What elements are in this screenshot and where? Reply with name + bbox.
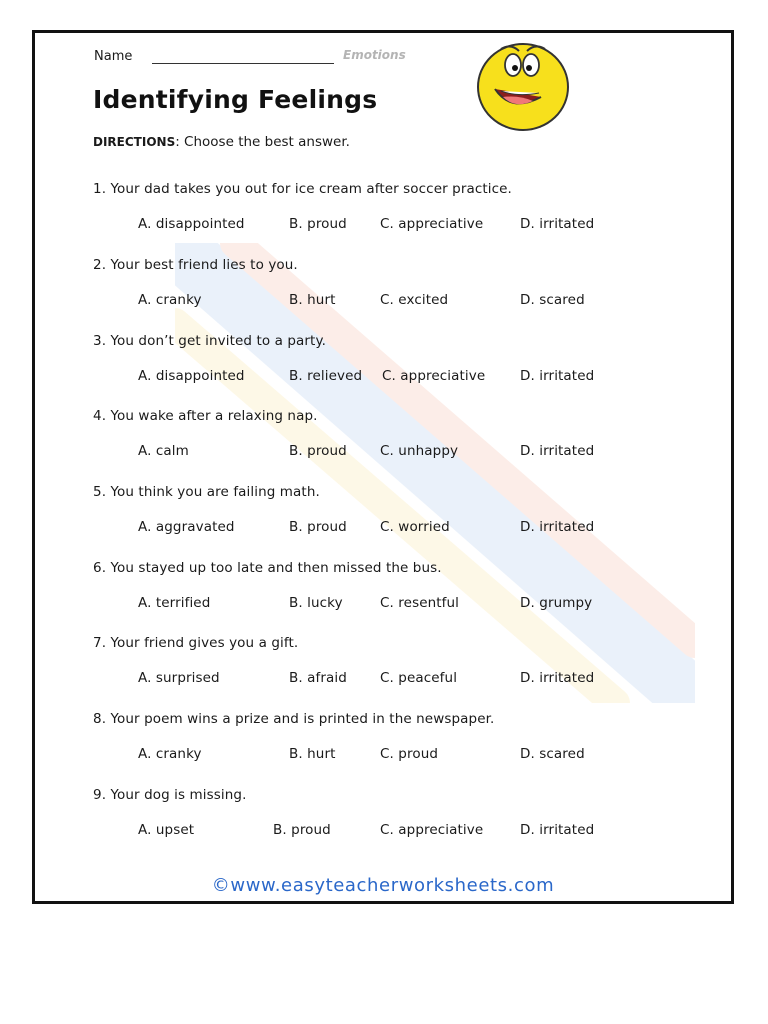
- name-row: [94, 47, 334, 64]
- choice-b: B. afraid: [289, 670, 347, 686]
- page-title: Identifying Feelings: [93, 85, 378, 114]
- question-prompt: 7. Your friend gives you a gift.: [93, 635, 299, 651]
- choice-b: B. relieved: [289, 368, 363, 384]
- choice-c: C. appreciative: [380, 822, 484, 838]
- choice-c: C. resentful: [380, 595, 460, 611]
- choice-d: D. irritated: [520, 670, 595, 686]
- name-label: Name: [94, 49, 133, 64]
- choice-d: D. irritated: [520, 368, 595, 384]
- choice-b: B. proud: [289, 216, 347, 232]
- question-prompt: 3. You don’t get invited to a party.: [93, 333, 327, 349]
- choice-c: C. appreciative: [382, 368, 486, 384]
- choice-c: C. worried: [380, 519, 450, 535]
- choice-c: C. appreciative: [380, 216, 484, 232]
- choice-a: A. cranky: [138, 746, 202, 762]
- question-prompt: 9. Your dog is missing.: [93, 787, 247, 803]
- directions-text: : Choose the best answer.: [175, 134, 350, 150]
- choice-c: C. unhappy: [380, 443, 459, 459]
- question-prompt: 4. You wake after a relaxing nap.: [93, 408, 318, 424]
- smiley-face-icon: [471, 37, 575, 133]
- choice-a: A. upset: [138, 822, 195, 838]
- choice-b: B. lucky: [289, 595, 343, 611]
- directions: [93, 134, 350, 150]
- choice-a: A. aggravated: [138, 519, 235, 535]
- choice-d: D. irritated: [520, 519, 595, 535]
- choice-b: B. proud: [289, 519, 347, 535]
- question-prompt: 8. Your poem wins a prize and is printed in the newspaper.: [93, 711, 495, 727]
- question-prompt: 2. Your best friend lies to you.: [93, 257, 298, 273]
- choice-a: A. surprised: [138, 670, 220, 686]
- question-prompt: 5. You think you are failing math.: [93, 484, 320, 500]
- choice-b: B. proud: [289, 443, 347, 459]
- footer-website: ©www.easyteacherworksheets.com: [211, 875, 555, 896]
- choice-b: B. hurt: [289, 746, 336, 762]
- choice-a: A. disappointed: [138, 216, 245, 232]
- question-prompt: 6. You stayed up too late and then missed the bus.: [93, 560, 442, 576]
- watermark-graphic: [175, 243, 695, 703]
- choice-b: B. hurt: [289, 292, 336, 308]
- choice-a: A. cranky: [138, 292, 202, 308]
- choice-b: B. proud: [273, 822, 331, 838]
- choice-d: D. grumpy: [520, 595, 593, 611]
- subject-label: Emotions: [343, 48, 406, 62]
- choice-d: D. scared: [520, 292, 585, 308]
- choice-d: D. irritated: [520, 443, 595, 459]
- choice-a: A. disappointed: [138, 368, 245, 384]
- choice-a: A. terrified: [138, 595, 211, 611]
- choice-c: C. peaceful: [380, 670, 458, 686]
- directions-label: DIRECTIONS: [93, 135, 176, 149]
- worksheet-frame: [32, 30, 734, 904]
- choice-d: D. scared: [520, 746, 585, 762]
- question-prompt: 1. Your dad takes you out for ice cream after soccer practice.: [93, 181, 512, 197]
- name-blank-line: [152, 47, 334, 64]
- choice-d: D. irritated: [520, 216, 595, 232]
- choice-c: C. proud: [380, 746, 439, 762]
- choice-c: C. excited: [380, 292, 449, 308]
- choice-a: A. calm: [138, 443, 189, 459]
- choice-d: D. irritated: [520, 822, 595, 838]
